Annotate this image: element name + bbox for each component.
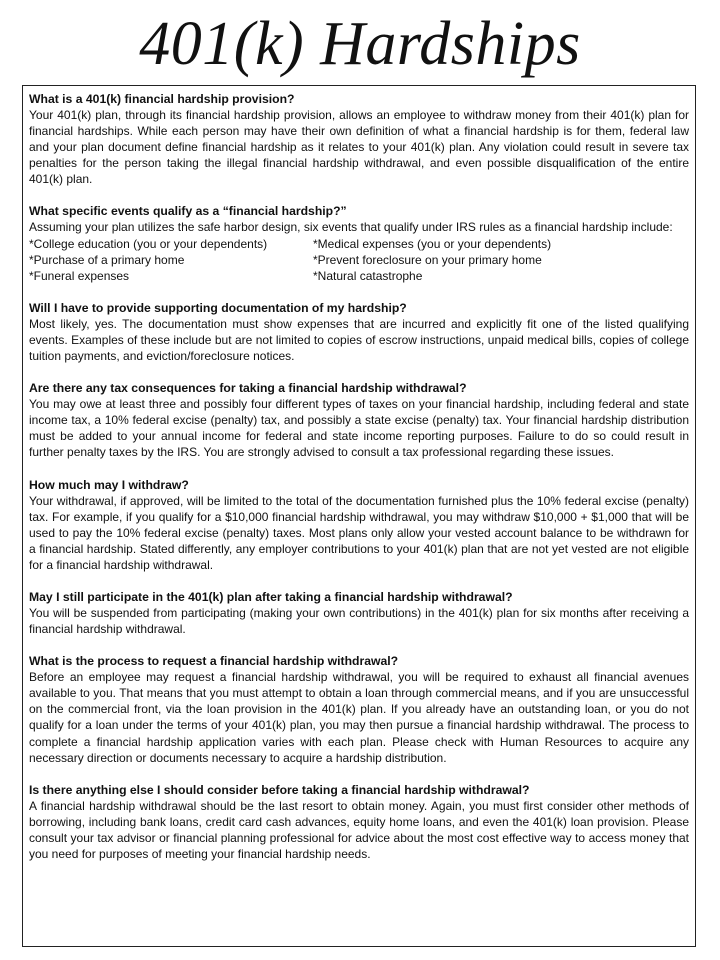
event-item: *Medical expenses (you or your dependents) <box>313 236 552 251</box>
faq-question: Will I have to provide supporting documentation of my hardship? <box>29 300 407 315</box>
faq-answer: Assuming your plan utilizes the safe harbor design, six events that qualify under IRS rules as a financial hardship include: <box>29 220 673 235</box>
faq-section-definition <box>29 91 689 187</box>
event-item: *Funeral expenses <box>29 268 130 283</box>
page-title: 401(k) Hardships <box>139 10 581 78</box>
faq-section-documentation <box>29 300 689 364</box>
event-item: *Prevent foreclosure on your primary home <box>313 252 542 267</box>
faq-section-process <box>29 653 689 766</box>
faq-question: Is there anything else I should consider before taking a financial hardship withdrawal? <box>29 782 530 797</box>
faq-section-other-considerations <box>29 782 689 862</box>
faq-answer: A financial hardship withdrawal should be the last resort to obtain money. Again, you must first consider other methods of borrowing, including bank loans, credit card cash advances, equity home loans, and even the 401(k) loan provision. Please consult your tax advisor or financial planning professional for advice about the most cost effective way to access money that you need for purposes of meeting your financial hardship needs. <box>29 798 689 861</box>
faq-answer: You may owe at least three and possibly four different types of taxes on your financial hardship, including federal and state income tax, a 10% federal excise (penalty) tax, and possibly a state excise (penalty) tax. Your financial hardship distribution must be added to your annual income for federal and state income reporting purposes. Failure to do so could result in further penalty taxes by the IRS. You are strongly advised to consult a tax professional regarding these issues. <box>29 397 689 460</box>
event-item: *Purchase of a primary home <box>29 252 185 267</box>
faq-question: What is a 401(k) financial hardship provision? <box>29 92 295 106</box>
faq-answer: Before an employee may request a financial hardship withdrawal, you will be required to exhaust all financial avenues available to you. That means that you must attempt to obtain a loan through commercial means, and if you are unsuccessful on the commercial front, via the loan provision in the 401(k) plan. If you already have an outstanding loan, or you do not qualify for a loan under the terms of your 401(k) plan, you may then pursue a financial hardship withdrawal. The process to complete a financial hardship application varies with each plan. Please check with Human Resources to acquire any necessary direction or documents necessary to acquire a hardship distribution. <box>29 670 689 765</box>
faq-section-withdraw-amount <box>29 477 689 573</box>
event-item: *College education (you or your dependents) <box>29 236 268 251</box>
faq-answer: You will be suspended from participating (making your own contributions) in the 401(k) plan for six months after receiving a financial hardship withdrawal. <box>29 605 689 637</box>
qualifying-events-list <box>29 236 689 284</box>
faq-question: What specific events qualify as a “financial hardship?” <box>29 204 347 219</box>
faq-box <box>22 85 696 947</box>
faq-question: What is the process to request a financial hardship withdrawal? <box>29 654 399 669</box>
faq-section-participation <box>29 589 689 637</box>
faq-question: How much may I withdraw? <box>29 477 189 492</box>
faq-answer: Your 401(k) plan, through its financial hardship provision, allows an employee to withdraw money from their 401(k) plan for financial hardships. While each person may have their own definition of what a financial hardship is for them, federal law and your plan document define financial hardship as it relates to your 401(k) plan. Any violation could result in severe tax penalties for the person taking the illegal financial hardship withdrawal, and even possible disqualification of the entire 401(k) plan. <box>29 108 689 187</box>
faq-section-qualifying-events <box>29 203 689 283</box>
faq-answer: Your withdrawal, if approved, will be limited to the total of the documentation furnished plus the 10% federal excise (penalty) tax. For example, if you qualify for a $10,000 financial hardship withdrawal, you may withdraw $10,000 + $1,000 that will be used to pay the 10% federal excise (penalty) taxes. Most plans only allow your vested account balance to be withdrawn for a financial hardship. Stated differently, any employer contributions to your 401(k) plan that are not yet vested are not eligible for a financial hardship withdrawal. <box>29 493 689 572</box>
faq-section-tax-consequences <box>29 380 689 460</box>
faq-question: Are there any tax consequences for taking a financial hardship withdrawal? <box>29 381 467 396</box>
faq-answer: Most likely, yes. The documentation must show expenses that are incurred and explicitly fit one of the listed qualifying events. Examples of these include but are not limited to copies of escrow instructions, unpaid medical bills, copies of college tuition payments, and eviction/foreclosure notices. <box>29 316 689 364</box>
faq-question: May I still participate in the 401(k) plan after taking a financial hardship withdrawal? <box>29 589 513 604</box>
event-item: *Natural catastrophe <box>313 268 423 283</box>
